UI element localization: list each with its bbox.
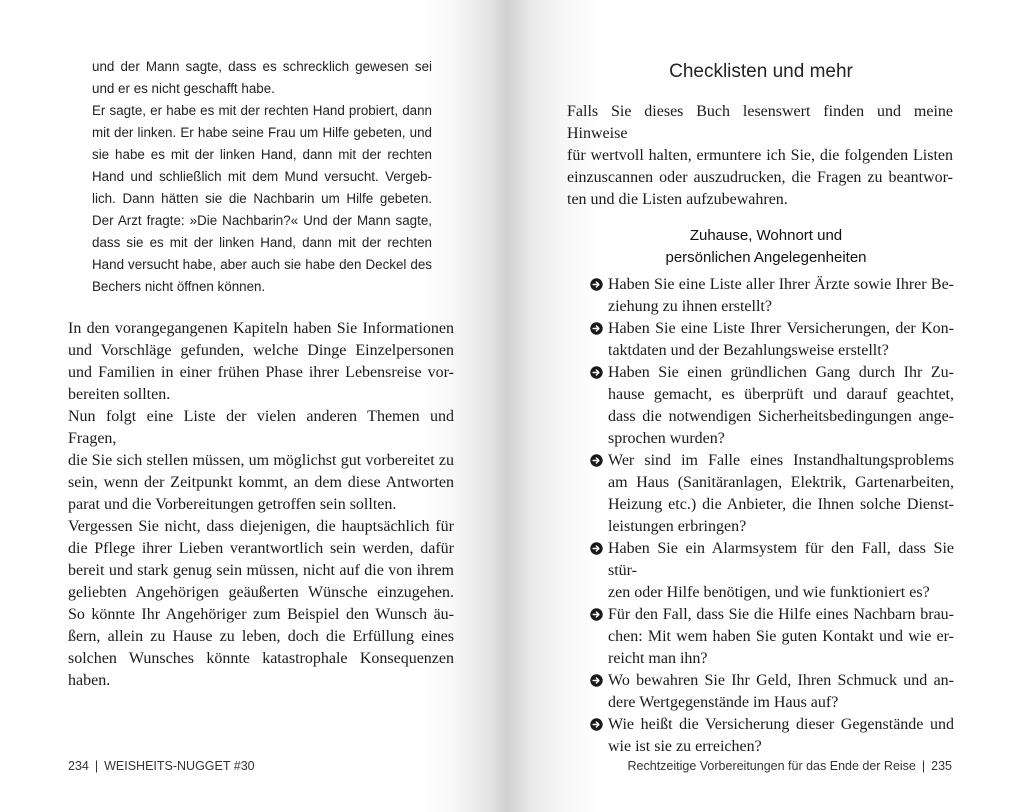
section-title (586, 225, 946, 269)
right-folio (628, 759, 952, 773)
quote-line: Hand versucht habe, aber auch sie habe den Deckel des (92, 257, 432, 272)
checklist-item-line: am Haus (Sanitäranlagen, Elektrik, Gartenarbeiten, (608, 474, 954, 491)
body-line: bereit und stark genug sein müssen, nicht auf die von ihrem (68, 562, 454, 579)
left-folio (68, 759, 255, 773)
quote-line: lich. Dann hätten sie die Nachbarin um Hilfe gebeten. (92, 191, 432, 206)
quote-line: Bechers nicht öffnen können. (92, 279, 266, 294)
body-line: sein, wenn der Zeitpunkt kommt, an dem diese Antworten (68, 474, 454, 491)
body-line: ßern, allein zu Hause zu leben, doch die Erfüllung eines (68, 628, 454, 645)
body-line: So könnte Ihr Angehöriger zum Beispiel den Wunsch äu- (68, 606, 454, 623)
circled-arrow-right-icon (590, 278, 603, 291)
checklist-item (590, 362, 954, 450)
body-line: haben. (68, 672, 111, 689)
anecdote-quote (92, 56, 432, 298)
checklist-item-line: reicht man ihn? (608, 650, 708, 667)
checklist-item (590, 318, 954, 362)
body-line: und Familien in einer frühen Phase ihrer Lebensreise vor- (68, 364, 454, 381)
checklist-item (590, 450, 954, 538)
checklist-item-line: Wer sind im Falle eines Instandhaltungsproblems (608, 452, 954, 469)
checklist-item-line: ziehung zu ihnen erstellt? (608, 298, 772, 315)
body-line: die Pflege ihrer Lieben verantwortlich sein werden, dafür (68, 540, 454, 557)
checklist-item-line: zen oder Hilfe benötigen, und wie funktioniert es? (608, 584, 930, 601)
checklist-item (590, 274, 954, 318)
circled-arrow-right-icon (590, 718, 603, 731)
intro-line: für wertvoll halten, ermuntere ich Sie, die folgenden Listen (567, 147, 953, 164)
intro-line: ten und die Listen aufzubewahren. (567, 191, 788, 208)
intro-line: Falls Sie dieses Buch lesenswert finden und meine Hinweise (567, 103, 953, 142)
body-line: parat und die Vorbereitungen getroffen sein sollten. (68, 496, 397, 513)
folio-separator: | (921, 759, 926, 773)
circled-arrow-right-icon (590, 542, 603, 555)
quote-line: sie habe es mit der linken Hand, dann mit der rechten (92, 147, 432, 162)
body-line: Vergessen Sie nicht, dass diejenigen, die hauptsächlich für (68, 518, 454, 535)
body-line: geliebten Angehörigen geäußerten Wünsche einzugehen. (68, 584, 454, 601)
checklist-item-line: Wo bewahren Sie Ihr Geld, Ihren Schmuck und an- (608, 672, 954, 689)
circled-arrow-right-icon (590, 454, 603, 467)
section-title-line: Zuhause, Wohnort und (689, 227, 843, 244)
checklist-item (590, 604, 954, 670)
checklist-item-line: wie ist sie zu erreichen? (608, 738, 762, 755)
quote-line: und er es nicht geschafft habe. (92, 81, 275, 96)
page-number: 234 (68, 759, 89, 773)
circled-arrow-right-icon (590, 322, 603, 335)
circled-arrow-right-icon (590, 366, 603, 379)
checklist (590, 274, 954, 758)
quote-line: Hand und schließlich mit dem Mund versucht. Vergeb- (92, 169, 432, 184)
checklist-item-line: Wie heißt die Versicherung dieser Gegenstände und (608, 716, 954, 733)
checklist-item-line: hause gemacht, es überprüft und darauf geachtet, (608, 386, 954, 403)
checklist-item-line: taktdaten und der Bezahlungsweise erstellt? (608, 342, 889, 359)
quote-line: und der Mann sagte, dass es schrecklich gewesen sei (92, 59, 432, 74)
quote-line: Der Arzt fragte: »Die Nachbarin?« Und der Mann sagte, (92, 213, 432, 228)
chapter-title: Checklisten und mehr (669, 61, 853, 82)
checklist-item-line: dere Wertgegenstände im Haus auf? (608, 694, 839, 711)
section-title-line: persönlichen Angelegenheiten (665, 249, 867, 266)
quote-line: mit der linken. Er habe seine Frau um Hilfe gebeten, und (92, 125, 432, 140)
running-head: Rechtzeitige Vorbereitungen für das Ende der Reise (627, 759, 916, 773)
intro-paragraph (567, 101, 953, 211)
checklist-item-line: Haben Sie eine Liste Ihrer Versicherungen, der Kon- (608, 320, 954, 337)
checklist-item (590, 538, 954, 604)
body-line: bereiten sollten. (68, 386, 171, 403)
checklist-item-line: Für den Fall, dass Sie die Hilfe eines Nachbarn brau- (608, 606, 954, 623)
folio-separator: | (94, 759, 99, 773)
right-page (510, 0, 1020, 812)
checklist-item-line: Haben Sie einen gründlichen Gang durch Ihr Zu- (608, 364, 954, 381)
checklist-item-line: sprochen wurden? (608, 430, 725, 447)
intro-line: einzuscannen oder auszudrucken, die Fragen zu beantwor- (567, 169, 953, 186)
body-line: In den vorangegangenen Kapiteln haben Sie Informationen (68, 320, 454, 337)
left-body-text (68, 318, 454, 692)
body-line: solchen Wunsches könnte katastrophale Konsequenzen (68, 650, 454, 667)
checklist-item-line: Haben Sie ein Alarmsystem für den Fall, dass Sie stür- (608, 540, 954, 579)
checklist-item-line: dass die notwendigen Sicherheitsbedingungen ange- (608, 408, 954, 425)
checklist-item-line: chen: Mit wem haben Sie guten Kontakt und wie er- (608, 628, 954, 645)
page-number: 235 (931, 759, 952, 773)
running-head: WEISHEITS-NUGGET #30 (104, 759, 255, 773)
checklist-item-line: Heizung etc.) die Anbieter, die Ihnen solche Dienst- (608, 496, 954, 513)
circled-arrow-right-icon (590, 674, 603, 687)
checklist-item-line: leistungen erbringen? (608, 518, 747, 535)
body-line: Nun folgt eine Liste der vielen anderen Themen und Fragen, (68, 408, 454, 447)
checklist-item-line: Haben Sie eine Liste aller Ihrer Ärzte sowie Ihrer Be- (608, 276, 954, 293)
circled-arrow-right-icon (590, 608, 603, 621)
quote-line: dass sie es mit der linken Hand, dann mit der rechten (92, 235, 432, 250)
body-line: und Vorschläge gefunden, welche Dinge Einzelpersonen (68, 342, 454, 359)
quote-line: Er sagte, er habe es mit der rechten Hand probiert, dann (92, 103, 432, 118)
checklist-item (590, 714, 954, 758)
checklist-item (590, 670, 954, 714)
body-line: die Sie sich stellen müssen, um möglichst gut vorbereitet zu (68, 452, 454, 469)
